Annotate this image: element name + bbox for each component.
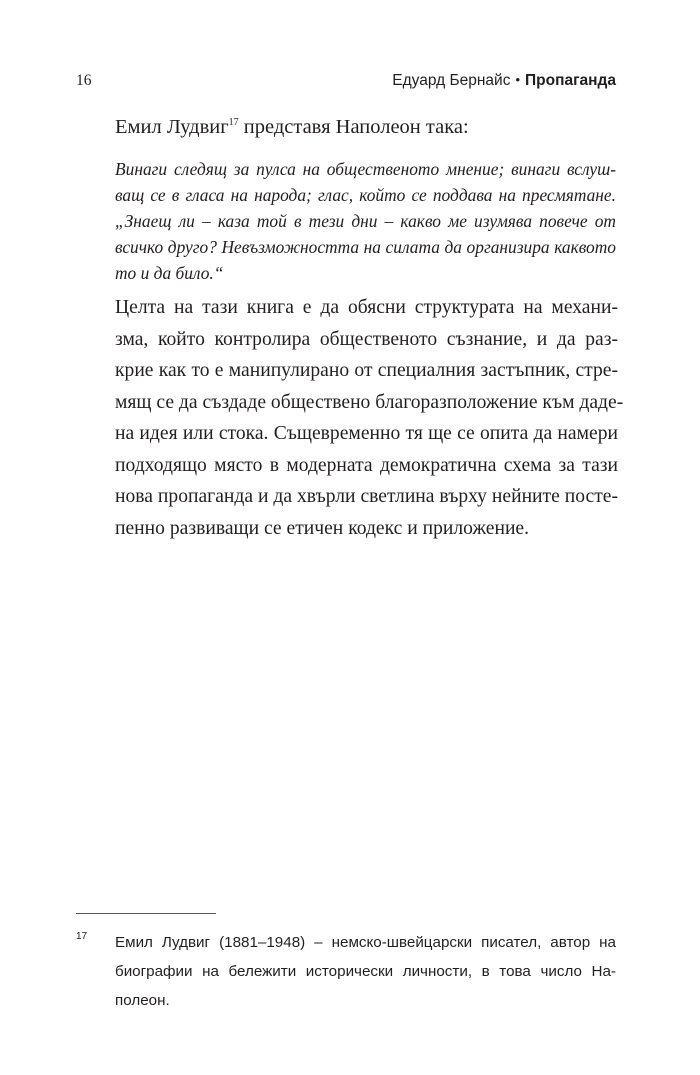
paragraph-line: крие как то е манипулирано от специалния застъпник, стре- (115, 360, 618, 381)
paragraph-line: мящ се да създаде обществено благоразположение към даде- (115, 391, 624, 413)
footnote-reference[interactable]: 17 (228, 117, 239, 129)
paragraph-line: зма, който контролира общественото съзнание, и да раз- (115, 328, 618, 350)
footnote-text (115, 928, 616, 1015)
block-quote (115, 156, 616, 286)
body-paragraph (115, 292, 624, 544)
quote-line: ващ се в гласа на народа; глас, който се поддава на пресмятане. (115, 185, 616, 205)
paragraph-line: пенно развиващи се етичен кодекс и приложение. (115, 517, 530, 539)
running-header (76, 72, 616, 96)
paragraph-line: подходящо място в модерната демократична схема за тази (115, 454, 618, 476)
quote-line: Винаги следящ за пулса на общественото мнение; винаги вслуш- (115, 159, 616, 179)
running-head (392, 72, 616, 90)
author-name: Едуард Бернайс (392, 72, 511, 89)
quote-line: всичко друго? Невъзможността на силата да организира каквото (115, 237, 616, 257)
footnote (76, 928, 616, 1015)
paragraph-line: Целта на тази книга е да обясни структурата на механи- (115, 297, 618, 318)
footnote-line: полеон. (115, 992, 170, 1009)
footnote-line: биографии на бележити исторически личности, в това число На- (115, 963, 616, 980)
paragraph-line: на идея или стока. Същевременно тя ще се опита да намери (115, 423, 618, 444)
quote-line: „Знаещ ли – каза той в тези дни – какво ме изумява повече от (115, 211, 616, 231)
footnote-number: 17 (76, 931, 88, 942)
quote-line: то и да било.“ (115, 263, 224, 283)
page-number: 16 (76, 72, 92, 89)
book-title: Пропаганда (525, 72, 616, 89)
paragraph-line: нова пропаганда и да хвърли светлина върху нейните посте- (115, 486, 618, 507)
footnote-line: Емил Лудвиг (1881–1948) – немско-швейцарски писател, автор на (115, 934, 616, 951)
footnote-divider (76, 913, 216, 914)
header-separator: • (515, 72, 521, 87)
intro-text-after: представя Наполеон така: (238, 116, 469, 138)
intro-line (115, 116, 469, 139)
intro-text-before: Емил Лудвиг (115, 116, 229, 138)
